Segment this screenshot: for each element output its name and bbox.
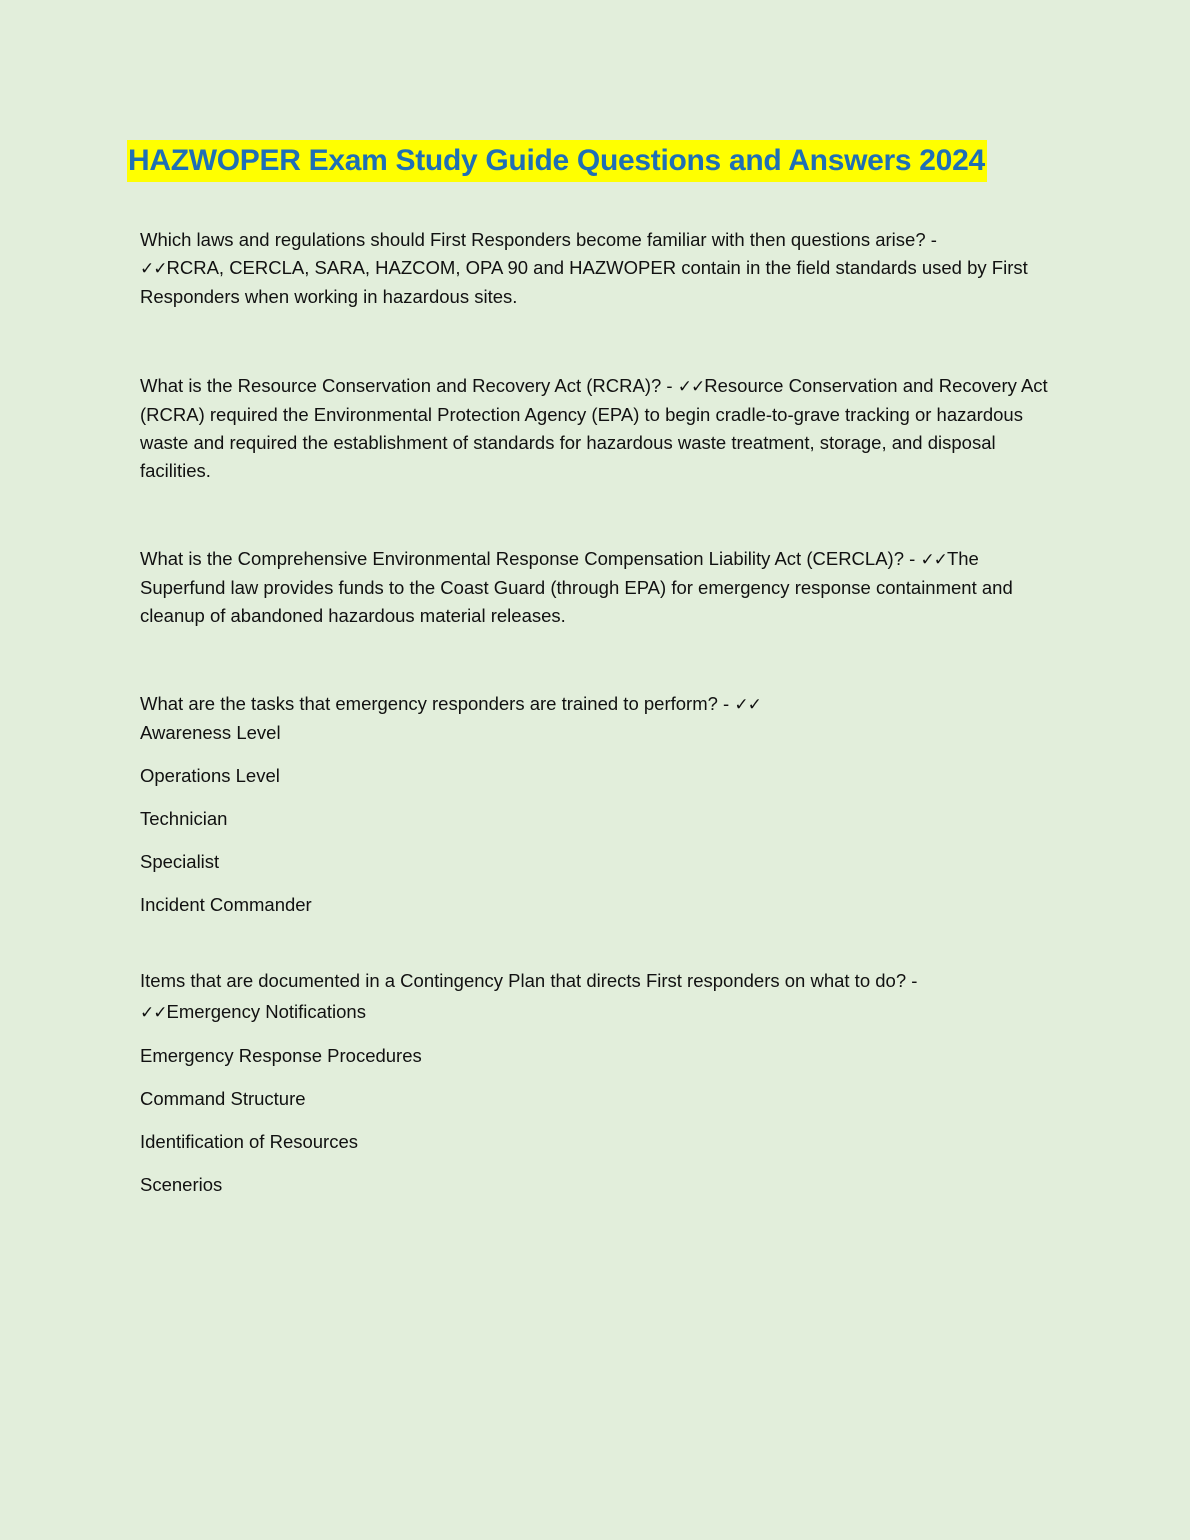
check-icon: ✓✓: [920, 550, 947, 570]
qa-block: [140, 545, 1055, 630]
answer-item: Command Structure: [140, 1088, 306, 1109]
answer-item: Awareness Level: [140, 722, 281, 743]
qa-block: [140, 967, 1055, 1199]
check-icon: ✓✓: [734, 695, 761, 715]
check-icon: ✓✓: [140, 1003, 167, 1023]
answer-text: The Superfund law provides funds to the Coast Guard (through EPA) for emergency response containment and cleanup of abandoned hazardous material releases.: [140, 548, 1013, 626]
question-text: What are the tasks that emergency responders are trained to perform? -: [140, 693, 730, 714]
qa-text: [140, 226, 1055, 311]
answer-item: Specialist: [140, 851, 220, 872]
answer-item: Emergency Notifications: [166, 1001, 366, 1022]
qa-block: [140, 690, 1055, 919]
answer-text: Resource Conservation and Recovery Act (RCRA) required the Environmental Protection Agency (EPA) to begin cradle-to-grave tracking or hazardous waste and required the establishment of standards for hazardous waste treatment, storage, and disposal facilities.: [140, 375, 1048, 481]
check-icon: ✓✓: [140, 259, 167, 279]
answer-item: Technician: [140, 808, 228, 829]
qa-text: [140, 372, 1055, 485]
qa-text: [140, 967, 1055, 1027]
question-text: What is the Resource Conservation and Recovery Act (RCRA)? -: [140, 375, 673, 396]
answer-item: Incident Commander: [140, 894, 312, 915]
answer-item: Identification of Resources: [140, 1131, 359, 1152]
question-text: What is the Comprehensive Environmental Response Compensation Liability Act (CERCLA)? -: [140, 548, 916, 569]
qa-block: [140, 226, 1055, 311]
answer-item: Operations Level: [140, 765, 280, 786]
check-icon: ✓✓: [677, 377, 705, 397]
qa-text: [140, 545, 1055, 630]
question-text: Items that are documented in a Contingency Plan that directs First responders on what to do? -: [140, 970, 918, 991]
answer-item: Scenerios: [140, 1174, 223, 1195]
question-text: Which laws and regulations should First Responders become familiar with then questions arise? -: [140, 229, 937, 250]
document-body: [140, 226, 1055, 1199]
answer-text: RCRA, CERCLA, SARA, HAZCOM, OPA 90 and HAZWOPER contain in the field standards used by First Responders when working in hazardous sites.: [140, 257, 1028, 307]
qa-text: [140, 690, 1055, 719]
qa-block: [140, 372, 1055, 485]
answer-item: Emergency Response Procedures: [140, 1045, 422, 1066]
document-title: HAZWOPER Exam Study Guide Questions and Answers 2024: [127, 140, 987, 182]
